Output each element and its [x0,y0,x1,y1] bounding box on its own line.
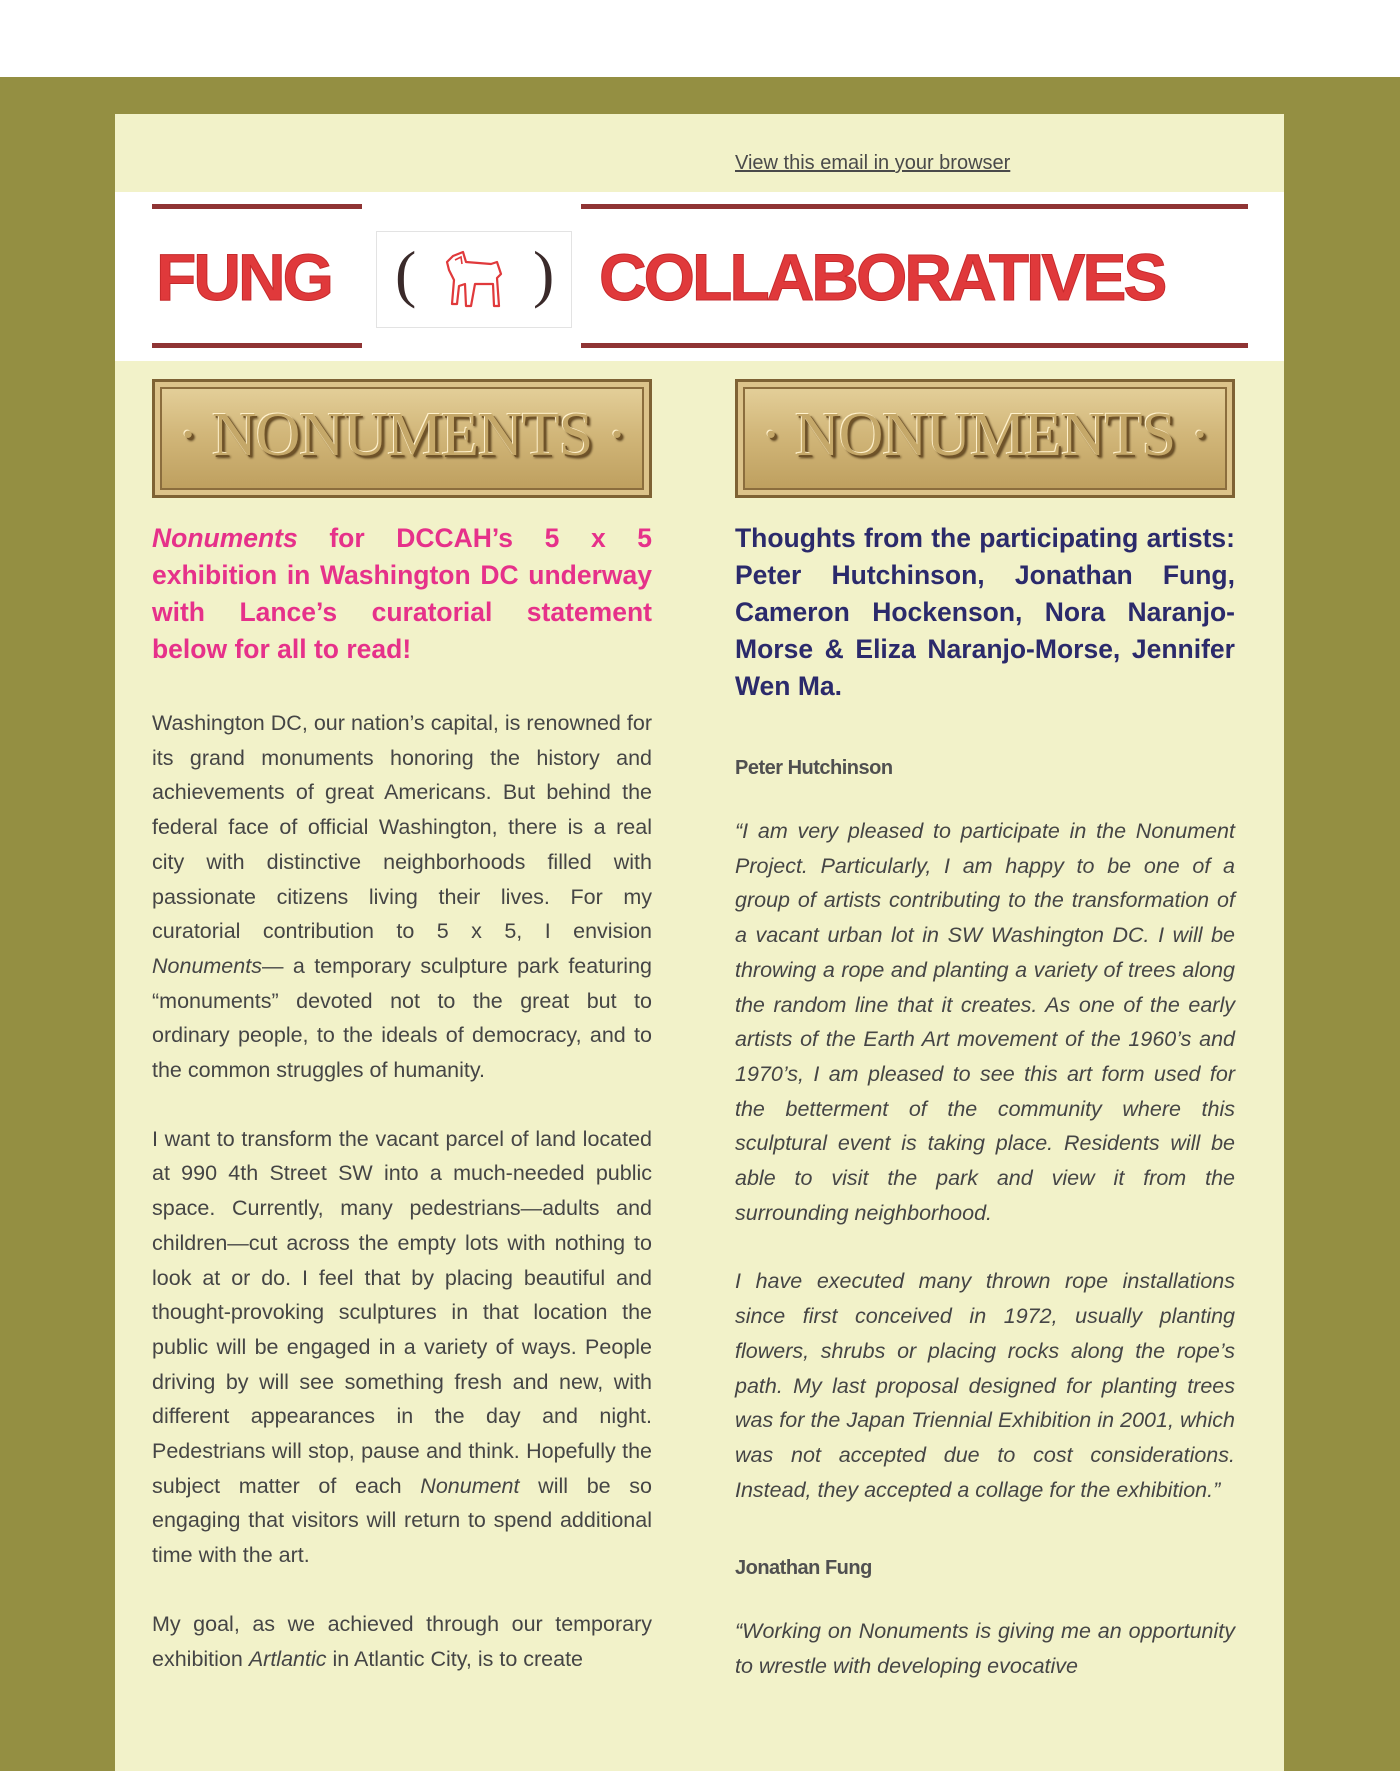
nonuments-plaque-right [735,379,1235,498]
view-in-browser-link[interactable]: View this email in your browser [735,152,1011,174]
banner-rule-top-left [152,204,362,209]
brand-banner [115,192,1284,361]
banner-rule-bottom-right [581,343,1248,348]
nonuments-emphasis: Nonuments [152,953,262,978]
right-headline: Thoughts from the participating artists: Peter Hutchinson, Jonathan Fung, Cameron Hockenson, Nora Naranjo-Morse & Eliza Naranjo-Morse, Jennifer Wen Ma. [735,523,1235,701]
quote-fung: “Working on Nonuments is giving me an opportunity to wrestle with developing evocative [735,1619,1235,1679]
logo-open-paren: ( [395,238,417,309]
brand-word-collaboratives: COLLABORATIVES [599,240,1165,314]
right-column [735,379,1235,1684]
headline-emphasis: Nonuments [152,523,298,553]
nonuments-plaque-left [152,379,652,498]
left-column [152,379,652,1676]
author-jonathan-fung: Jonathan Fung [735,1557,872,1580]
quote-hutchinson-1: “I am very pleased to participate in the Nonument Project. Particularly, I am happy to be one of a group of artists contributing to the transformation of a vacant urban lot in SW Washington DC. I will be throwing a rope and planting a variety of trees along the random line that it creates. As one of the early artists of the Earth Art movement of the 1960’s and 1970’s, I am pleased to see this art form used for the betterment of the community where this sculptural event is taking place. Residents will be able to visit the park and view it from the surrounding neighborhood. [735,819,1235,1225]
quote-hutchinson-2: I have executed many thrown rope installations since first conceived in 1972, usually planting flowers, shrubs or placing rocks along the rope’s path. My last proposal designed for planting trees was for the Japan Triennial Exhibition in 2001, which was not accepted due to cost considerations. Instead, they accepted a collage for the exhibition.” [735,1269,1235,1502]
headline-text: for DCCAH’s 5 x 5 exhibition in Washington DC underway with Lance’s curatorial statement below for all to read! [152,523,652,664]
banner-rule-bottom-left [152,343,362,348]
email-card [115,114,1284,1771]
plaque-title: · NONUMENTS · [177,401,627,469]
brand-word-fung: FUNG [156,240,331,314]
statement-paragraph-1: Washington DC, our nation’s capital, is renowned for its grand monuments honoring the history and achievements of great Americans. But behind the federal face of official Washington, there is a real city with distinctive neighborhoods filled with passionate citizens living their lives. For my curatorial contribution to 5 x 5, I envision Nonuments— a temporary sculpture park featuring “monuments” devoted not to the great but to ordinary people, to the ideals of democracy, and to the common struggles of humanity. [152,711,652,1083]
logo-close-paren: ) [533,238,555,309]
dog-outline-icon [435,240,515,325]
nonument-emphasis: Nonument [420,1473,520,1498]
brand-logo [376,231,572,328]
author-peter-hutchinson: Peter Hutchinson [735,757,893,779]
left-headline [152,520,652,668]
statement-paragraph-3: My goal, as we achieved through our temporary exhibition Artlantic in Atlantic City, is to create [152,1611,652,1671]
banner-rule-top-right [581,204,1248,209]
plaque-title: · NONUMENTS · [760,401,1210,469]
artlantic-emphasis: Artlantic [248,1646,327,1671]
statement-paragraph-2: I want to transform the vacant parcel of land located at 990 4th Street SW into a much-needed public space. Currently, many pedestrians—adults and children—cut across the empty lots with nothing to look at or do. I feel that by placing beautiful and thought-provoking sculptures in that location the public will be engaged in a variety of ways. People driving by will see something fresh and new, with different appearances in the day and night. Pedestrians will stop, pause and think. Hopefully the subject matter of each Nonument will be so engaging that visitors will return to spend additional time with the art. [152,1126,652,1568]
